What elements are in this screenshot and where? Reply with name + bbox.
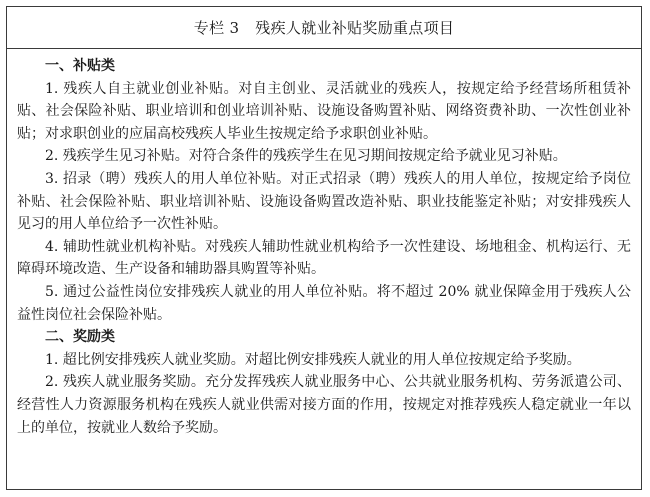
subsidy-item-1: 1. 残疾人自主就业创业补贴。对自主创业、灵活就业的残疾人，按规定给予经营场所租赁补贴、社会保险补贴、职业培训和创业培训补贴、设施设备购置补贴、网络资费补助、一次性创业补贴；对求职创业的应届高校残疾人毕业生按规定给予求职创业补贴。 (17, 80, 631, 142)
subsidy-item-5: 5. 通过公益性岗位安排残疾人就业的用人单位补贴。将不超过 20% 就业保障金用于残疾人公益性岗位社会保险补贴。 (17, 283, 631, 323)
column-label: 专栏 3 (193, 19, 240, 37)
column-body (7, 49, 641, 439)
section-heading-subsidies: 一、补贴类 (45, 58, 115, 74)
subsidy-item-3: 3. 招录（聘）残疾人的用人单位补贴。对正式招录（聘）残疾人的用人单位，按规定给予岗位补贴、社会保险补贴、职业培训补贴、设施设备购置改造补贴、职业技能鉴定补贴；对安排残疾人见习的用人单位给予一次性补贴。 (17, 170, 631, 233)
subsidy-item-2: 2. 残疾学生见习补贴。对符合条件的残疾学生在见习期间按规定给予就业见习补贴。 (45, 148, 567, 165)
column-title: 残疾人就业补贴奖励重点项目 (255, 19, 455, 37)
reward-item-1: 1. 超比例安排残疾人就业奖励。对超比例安排残疾人就业的用人单位按规定给予奖励。 (45, 351, 581, 368)
reward-item-2: 2. 残疾人就业服务奖励。充分发挥残疾人就业服务中心、公共就业服务机构、劳务派遣公司、经营性人力资源服务机构在残疾人就业供需对接方面的作用，按规定对推荐残疾人稳定就业一年以上的单位，按就业人数给予奖励。 (17, 374, 631, 436)
subsidy-item-4: 4. 辅助性就业机构补贴。对残疾人辅助性就业机构给予一次性建设、场地租金、机构运行、无障碍环境改造、生产设备和辅助器具购置等补贴。 (17, 238, 631, 278)
section-heading-rewards: 二、奖励类 (45, 329, 115, 346)
column-header (7, 7, 641, 49)
column-box (6, 6, 642, 490)
